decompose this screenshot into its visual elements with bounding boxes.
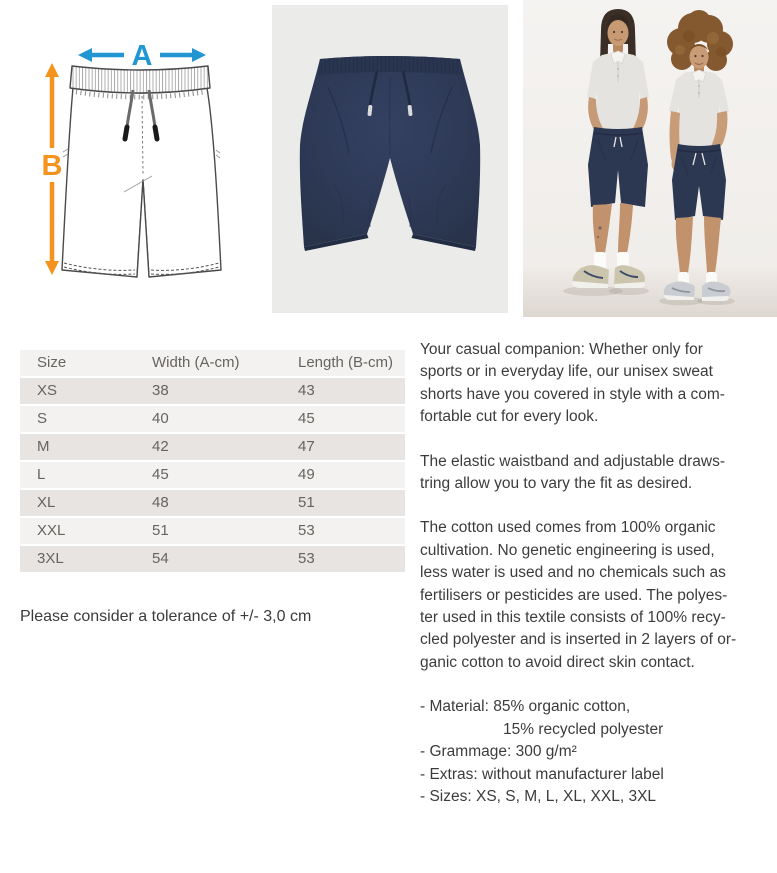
spec-grammage: - Grammage: 300 g/m²: [420, 743, 577, 761]
spec-material-cont: 15% recycled polyester: [503, 720, 664, 738]
cell-size: S: [37, 410, 48, 427]
table-row: [20, 406, 405, 432]
table-row: [20, 462, 405, 488]
size-table-header-row: [20, 350, 405, 376]
header-width: Width (A-cm): [152, 354, 240, 371]
table-row: [20, 490, 405, 516]
cell-size: L: [37, 466, 46, 483]
spec-sizes: - Sizes: XS, S, M, L, XL, XXL, 3XL: [420, 787, 657, 805]
cell-length: 51: [298, 494, 315, 511]
cell-length: 43: [298, 382, 315, 399]
header-length: Length (B-cm): [298, 354, 394, 371]
cell-length: 47: [298, 438, 315, 455]
spec-material: - Material: 85% organic cotton,: [420, 698, 631, 716]
text-line: shorts have you covered in style with a com-: [420, 385, 725, 403]
cell-length: 49: [298, 466, 315, 483]
cell-length: 45: [298, 410, 315, 427]
cell-length: 53: [298, 522, 315, 539]
text-line: ter used in this textile consists of 100% recy-: [420, 609, 726, 627]
text-line: cultivation. No genetic engineering is used,: [420, 541, 715, 559]
text-line: tring allow you to vary the fit as desired.: [420, 475, 693, 493]
spec-extras: - Extras: without manufacturer label: [420, 765, 664, 783]
table-row: [20, 378, 405, 404]
description-paragraph: [420, 517, 770, 674]
text-line: cled polyester and is inserted in 2 layers of or-: [420, 631, 737, 649]
description-paragraph: [420, 339, 770, 429]
cell-size: XXL: [37, 522, 66, 539]
cell-width: 38: [152, 382, 169, 399]
product-description: [420, 339, 770, 808]
cell-length: 53: [298, 550, 315, 567]
shorts-line-art: [40, 30, 240, 290]
table-row: [20, 546, 405, 572]
text-line: Your casual companion: Whether only for: [420, 341, 703, 358]
cell-width: 54: [152, 550, 169, 567]
table-row: [20, 434, 405, 460]
description-paragraph: [420, 451, 770, 496]
header-size: Size: [37, 354, 67, 371]
text-line: fortable cut for every look.: [420, 408, 599, 426]
cell-size: XL: [37, 494, 56, 511]
cell-size: M: [37, 438, 50, 455]
text-line: The cotton used comes from 100% organic: [420, 519, 716, 537]
cell-width: 51: [152, 522, 169, 539]
text-line: ganic cotton to avoid direct skin contact.: [420, 653, 695, 671]
cell-size: XS: [37, 382, 58, 399]
studio-floor: [523, 268, 777, 317]
text-line: sports or in everyday life, our unisex sweat: [420, 363, 713, 381]
text-line: fertilisers or pesticides are used. The polyes-: [420, 586, 728, 604]
spec-list: [420, 696, 770, 808]
models-image: [523, 0, 777, 317]
cell-width: 40: [152, 410, 169, 427]
table-row: [20, 518, 405, 544]
cell-size: 3XL: [37, 550, 64, 567]
size-table: [20, 348, 405, 574]
text-line: The elastic waistband and adjustable draws-: [420, 452, 726, 470]
width-label: A: [131, 40, 153, 72]
cell-width: 42: [152, 438, 169, 455]
models-photo: [523, 0, 777, 317]
tolerance-note: Please consider a tolerance of +/- 3,0 cm: [20, 608, 312, 625]
length-label: B: [41, 150, 63, 182]
measurement-diagram: [40, 30, 240, 290]
text-line: less water is used and no chemicals such as: [420, 564, 726, 582]
cell-width: 45: [152, 466, 169, 483]
cell-width: 48: [152, 494, 169, 511]
navy-shorts-image: [272, 5, 508, 313]
product-photo: [272, 5, 508, 313]
